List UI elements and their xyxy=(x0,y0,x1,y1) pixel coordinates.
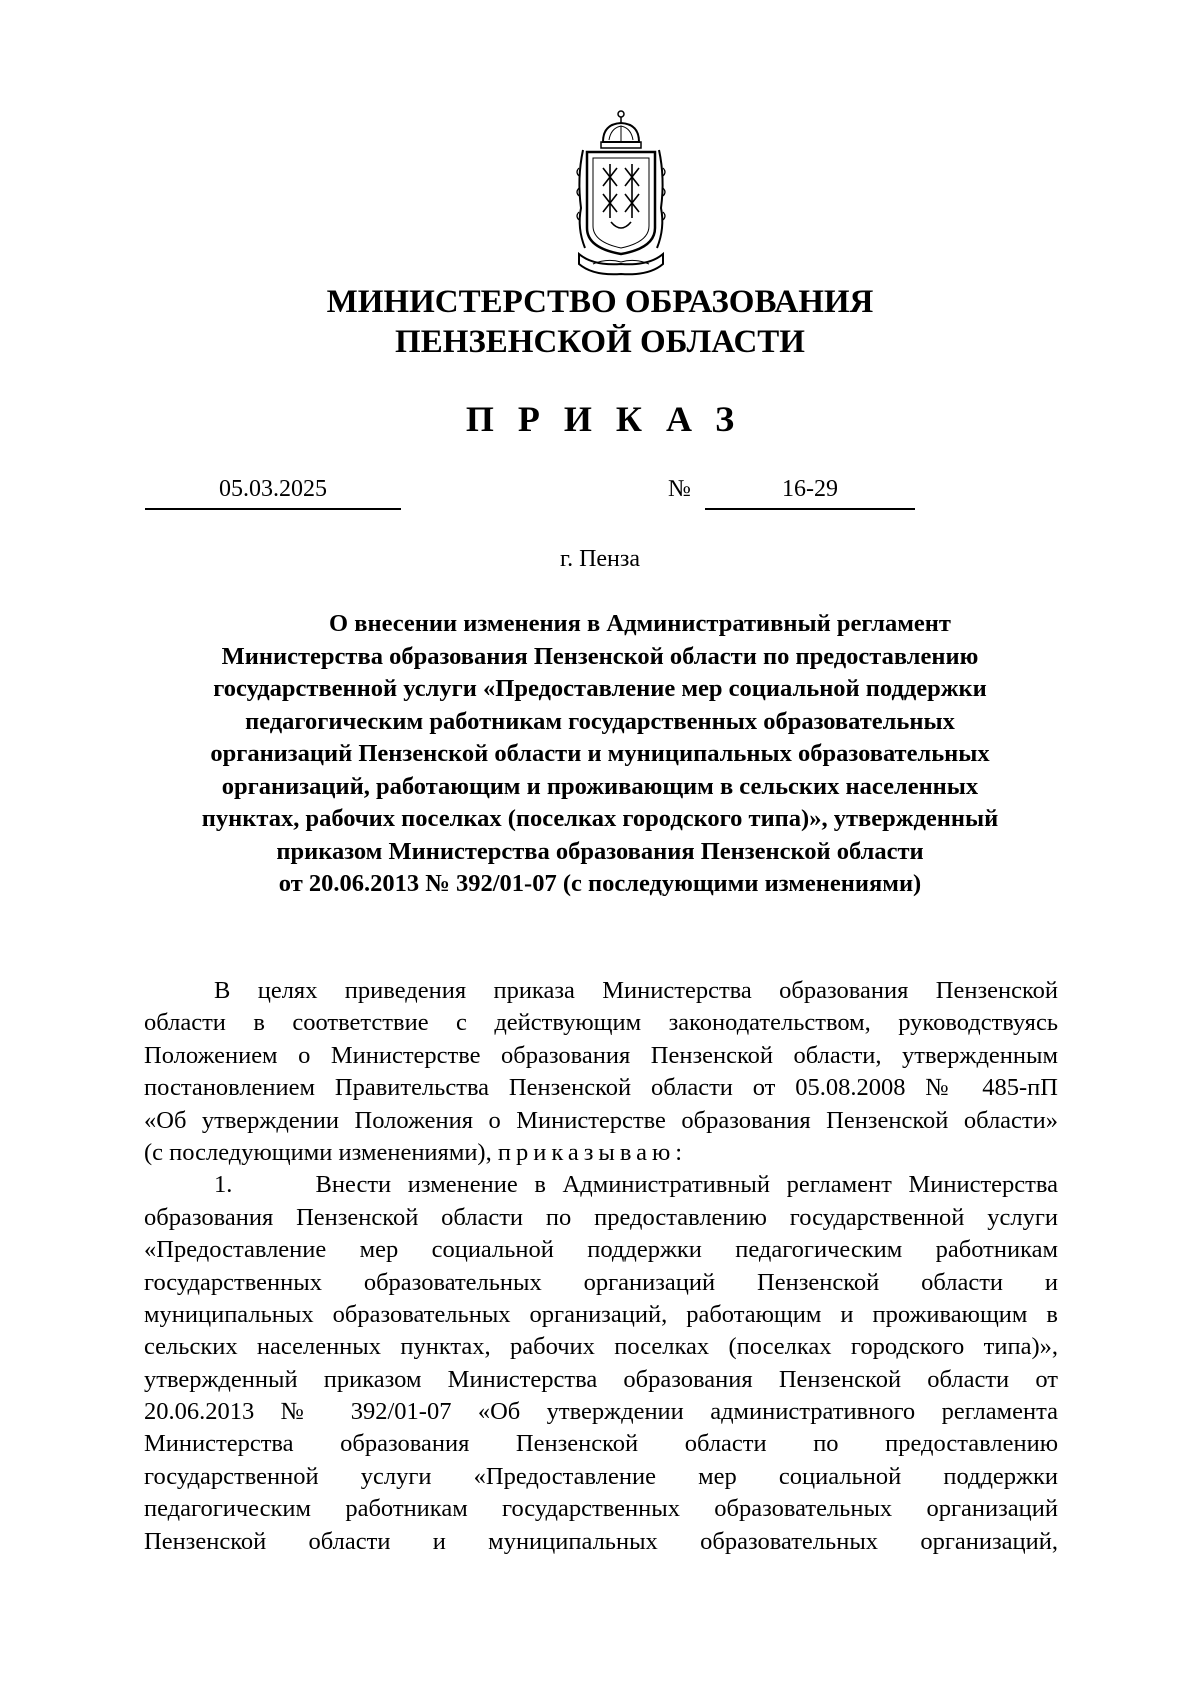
body-line: постановлением Правительства Пензенской области от 05.08.2008 № 485-пП xyxy=(144,1074,1058,1102)
ministry-name-line2: ПЕНЗЕНСКОЙ ОБЛАСТИ xyxy=(395,324,805,360)
order-subject xyxy=(150,608,1050,901)
body-line: 20.06.2013 № 392/01-07 «Об утверждении административного регламента xyxy=(144,1398,1058,1426)
subject-line: О внесении изменения в Административный регламент xyxy=(329,610,951,637)
order-body xyxy=(144,975,1058,1558)
subject-line: организаций Пензенской области и муниципальных образовательных xyxy=(210,740,990,767)
body-line: педагогическим работникам государственных образовательных организаций xyxy=(144,1495,1058,1523)
body-line: 1. Внести изменение в Административный регламент Министерства xyxy=(214,1171,1058,1199)
body-line: муниципальных образовательных организаций, работающим и проживающим в xyxy=(144,1300,1058,1328)
subject-line: Министерства образования Пензенской области по предоставлению xyxy=(221,642,979,670)
ministry-name xyxy=(0,282,1200,362)
subject-line: государственной услуги «Предоставление мер социальной поддержки xyxy=(213,675,987,702)
body-line: Пензенской области и муниципальных образовательных организаций, xyxy=(144,1527,1058,1555)
subject-line: педагогическим работникам государственных образовательных xyxy=(245,707,955,735)
order-number: 16-29 xyxy=(782,476,838,502)
body-line: (с последующими изменениями), xyxy=(144,1138,492,1166)
body-line: государственных образовательных организаций Пензенской области и xyxy=(144,1268,1058,1296)
subject-line: пунктах, рабочих поселках (поселках городского типа)», утвержденный xyxy=(201,805,999,832)
body-line: области в соответствие с действующим законодательством, руководствуясь xyxy=(144,1009,1058,1037)
subject-line: приказом Министерства образования Пензенской области xyxy=(276,837,924,865)
body-line: В целях приведения приказа Министерства образования Пензенской xyxy=(214,977,1058,1004)
ministry-name-line1: МИНИСТЕРСТВО ОБРАЗОВАНИЯ xyxy=(326,284,874,320)
order-number-field xyxy=(705,472,915,510)
document-type-title: ПРИКАЗ xyxy=(465,399,759,439)
number-underline xyxy=(705,508,915,510)
city-name: г. Пенза xyxy=(559,546,641,572)
body-line-with-order-word xyxy=(144,1137,1058,1169)
body-line: образования Пензенской области по предоставлению государственной услуги xyxy=(144,1203,1058,1231)
body-line: государственной услуги «Предоставление мер социальной поддержки xyxy=(144,1462,1058,1490)
order-date: 05.03.2025 xyxy=(219,476,327,502)
order-word: приказываю: xyxy=(497,1138,688,1166)
body-line: Положением о Министерстве образования Пензенской области, утвержденным xyxy=(144,1041,1058,1069)
subject-line: от 20.06.2013 № 392/01-07 (с последующими изменениями) xyxy=(278,870,922,897)
body-line: «Об утверждении Положения о Министерстве образования Пензенской области» xyxy=(144,1106,1058,1134)
body-line: Министерства образования Пензенской области по предоставлению xyxy=(144,1430,1058,1458)
body-line: сельских населенных пунктах, рабочих поселках (поселках городского типа)», xyxy=(144,1333,1058,1361)
order-date-field xyxy=(145,472,401,510)
body-line: «Предоставление мер социальной поддержки педагогическим работникам xyxy=(144,1236,1058,1264)
body-line: утвержденный приказом Министерства образования Пензенской области от xyxy=(144,1365,1058,1393)
coat-of-arms-emblem xyxy=(573,108,669,280)
date-underline xyxy=(145,508,401,510)
subject-line: организаций, работающим и проживающим в сельских населенных xyxy=(221,772,979,800)
number-sign: № xyxy=(668,476,691,502)
